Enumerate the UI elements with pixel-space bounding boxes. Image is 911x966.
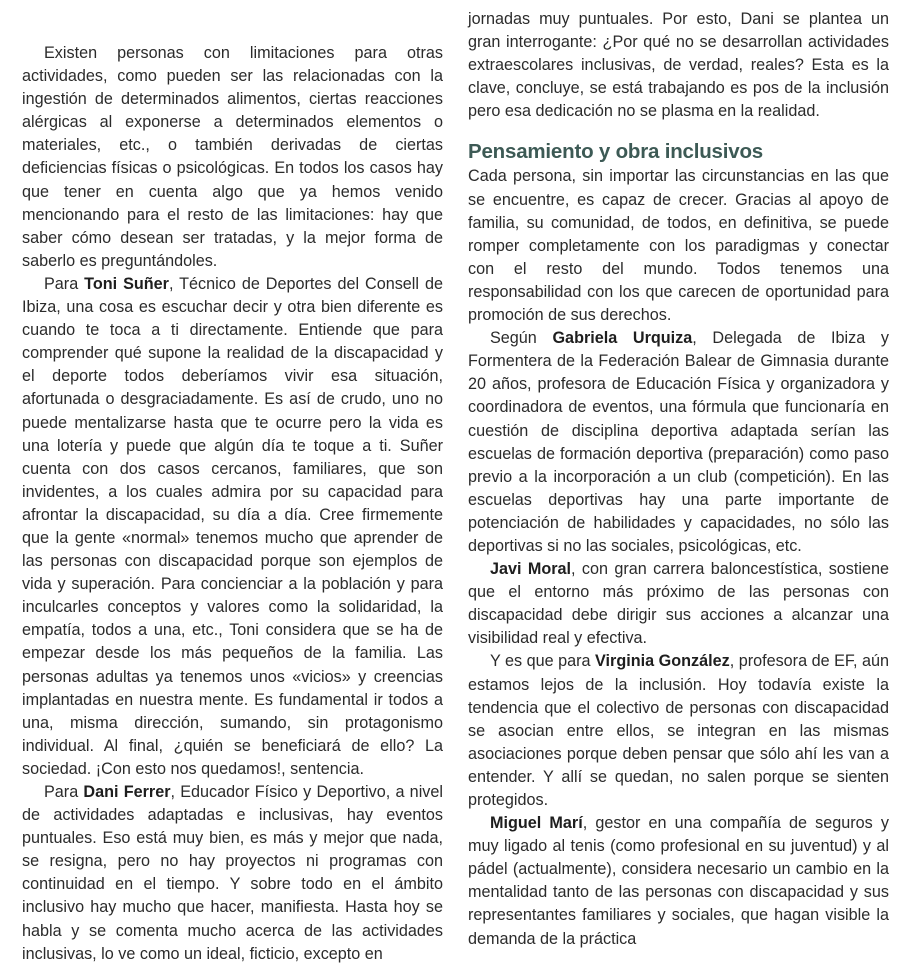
person-name: Toni Suñer (84, 274, 169, 293)
section-heading: Pensamiento y obra inclusivos (468, 140, 763, 164)
body-text: , Delegada de Ibiza y Formentera de la Federación Balear de Gimnasia durante 20 años, profesora de Educación Física y organizadora y coordinadora de eventos, una fórmula que funcionaría en cuestión de disciplina deportiva adaptada serían las escuelas de formación deportiva (preparación) como paso previo a la incorporación a un club (competición). En las escuelas deportivas hay una parte importante de potenciación de habilidades y capacidades, no sólo las deportivas si no las sociales, psicológicas, etc. (468, 329, 889, 555)
paragraph-miguel-mari (468, 812, 889, 951)
right-column (468, 8, 889, 951)
paragraph-continued: jornadas muy puntuales. Por esto, Dani se plantea un gran interrogante: ¿Por qué no se desarrollan actividades extraescolares inclusivas, de verdad, reales? Esta es la clave, concluye, se está trabajando es pos de la inclusión pero esa dedicación no se plasma en la realidad. (468, 10, 889, 121)
body-text: , gestor en una compañía de seguros y muy ligado al tenis (como profesional en su juventud) y al pádel (actualmente), considera necesario un cambio en la mentalidad tanto de las personas con discapacidad y sus representantes familiares y sociales, que hagan visible la demanda de la práctica (468, 814, 890, 948)
left-column (22, 42, 443, 966)
paragraph-javi-moral (468, 558, 889, 650)
body-text: , con gran carrera baloncestística, sostiene que el entorno más próximo de las personas con discapacidad debe dirigir sus acciones a alcanzar una visibilidad real y efectiva. (468, 560, 889, 648)
paragraph-dani-ferrer (22, 781, 443, 966)
body-text: , Técnico de Deportes del Consell de Ibiza, una cosa es escuchar decir y otra bien diferente es cuando te toca a ti directamente. Entiende que para comprender qué supone la realidad de la discapacidad y el deporte todos deberíamos vivir esa situación, afortunada o desgraciadamente. Es así de crudo, uno no puede mentalizarse hasta que te ocurre pero la vida es una lotería y puede que algún día te toque a ti. Suñer cuenta con dos casos cercanos, familiares, que son invidentes, a los cuales admira por su capacidad para afrontar la discapacidad, su día a día. Cree firmemente que la gente «normal» tenemos mucho que aprender de las personas con discapacidad porque son ejemplos de vida y superación. Para concienciar a la población y para inculcarles conceptos y valores como la solidaridad, la empatía, todos a una, etc., Toni considera que se ha de empezar desde los más pequeños de la familia. Las personas adultas ya tenemos unos «vicios» y creencias implantadas en nuestra mente. Es fundamental ir todos a una, misma dirección, sumando, sin protagonismo individual. Al final, ¿quién se beneficiará de ello? La sociedad. ¡Con esto nos quedamos!, sentencia. (22, 274, 443, 778)
lead-text: Para (44, 274, 85, 293)
lead-text: Según (490, 329, 553, 348)
person-name: Miguel Marí (490, 814, 583, 833)
lead-text: Y es que para (490, 652, 596, 671)
body-text: , profesora de EF, aún estamos lejos de la inclusión. Hoy todavía existe la tendencia que el colectivo de personas con discapacidad se asocian entre ellos, se integran en las mismas asociaciones porque deben pensar que sólo ahí les van a entender. Y allí se quedan, no salen porque se sienten protegidos. (468, 652, 889, 809)
paragraph-virginia-gonzalez (468, 650, 889, 812)
paragraph-toni-suner (22, 273, 443, 781)
person-name: Javi Moral (490, 560, 572, 579)
lead-text: Para (44, 783, 84, 801)
person-name: Dani Ferrer (83, 783, 171, 801)
paragraph-limitations: Existen personas con limitaciones para otras actividades, como pueden ser las relacionadas con la ingestión de determinados alimentos, ciertas reacciones alérgicas al exponerse a determinados elementos o materiales, etc., o también derivadas de ciertas deficiencias físicas o psicológicas. En todos los casos hay que tener en cuenta algo que ya hemos venido mencionando para el resto de las limitaciones: hay que saber cómo desean ser tratadas, y la mejor forma de saberlo es preguntándoles. (22, 44, 443, 270)
paragraph-gabriela-urquiza (468, 327, 889, 558)
person-name: Virginia González (595, 652, 730, 671)
person-name: Gabriela Urquiza (552, 329, 693, 348)
body-text: , Educador Físico y Deportivo, a nivel de actividades adaptadas e inclusivas, hay eventos puntuales. Eso está muy bien, es más y mejor que nada, se resigna, pero no hay proyectos ni programas con continuidad en el tiempo. Y sobre todo en el ámbito inclusivo hay mucho que hacer, manifiesta. Hasta hoy se habla y se comenta mucho acerca de las actividades inclusivas, lo ve como un ideal, ficticio, excepto en (22, 783, 443, 963)
paragraph-every-person: Cada persona, sin importar las circunstancias en las que se encuentre, es capaz de crecer. Gracias al apoyo de familia, su comunidad, de todos, en definitiva, se puede romper completamente con los paradigmas y conectar con el resto del mundo. Todos tenemos una responsabilidad con los que carecen de oportunidad para promoción de sus derechos. (468, 167, 889, 325)
